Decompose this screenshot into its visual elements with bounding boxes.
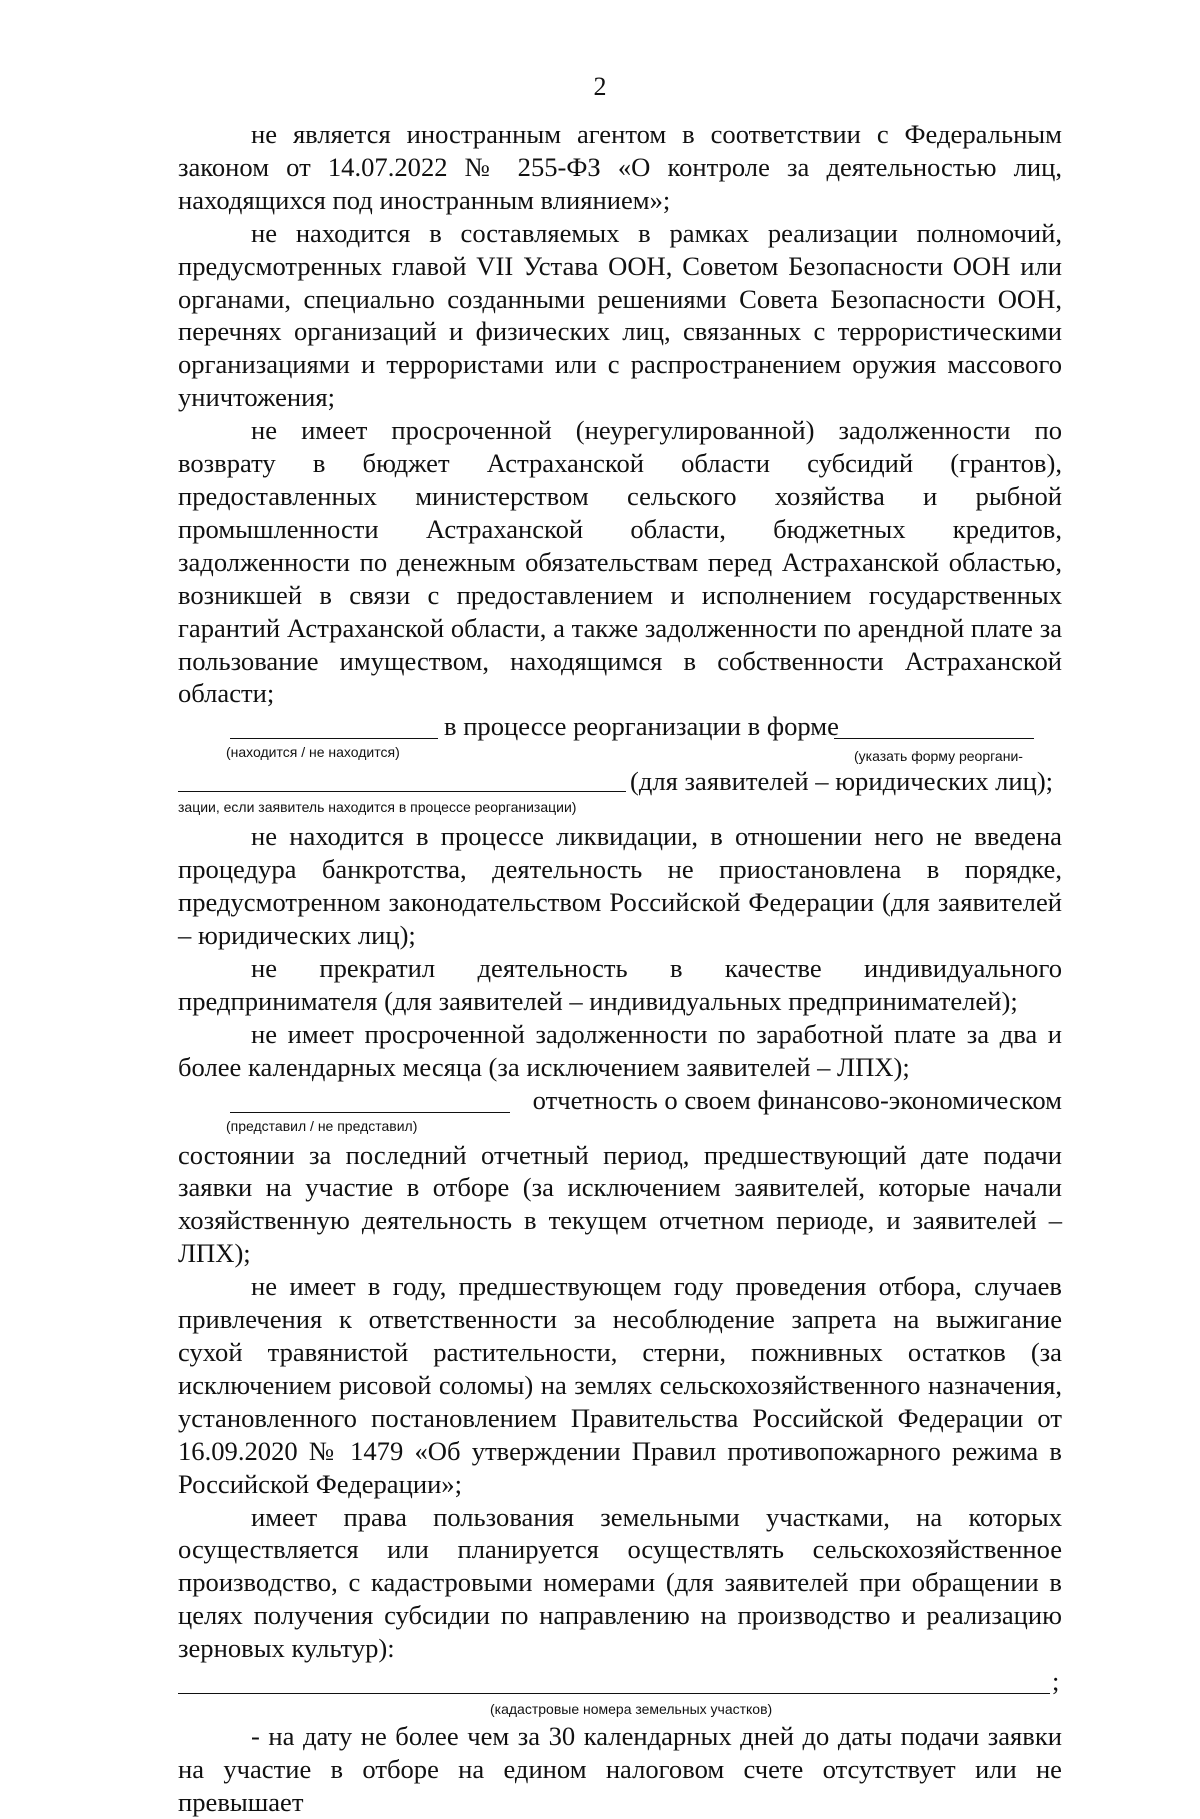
reorg-form-blank[interactable] — [834, 712, 1034, 739]
reorganization-form-row — [178, 765, 1062, 798]
report-row — [178, 1084, 1062, 1117]
report-status-blank[interactable] — [230, 1086, 510, 1113]
reorg-tail-text: (для заявителей – юридических лиц); — [630, 766, 1054, 797]
paragraph-foreign-agent: не является иностранным агентом в соответствии с Федеральным законом от 14.07.2022 № 255-ФЗ «О контроле за деятельностью лиц, находящихся под иностранным влиянием»; — [178, 119, 1062, 215]
paragraph-land-rights: имеет права пользования земельными участками, на которых осуществляется или планируется осуществлять сельскохозяйственное производство, с кадастровыми номерами (для заявителей при обращении в целях получения субсидии по направлению на производство и реализацию зерновых культур): — [178, 1501, 1062, 1664]
paragraph-report-continuation: состоянии за последний отчетный период, предшествующий дате подачи заявки на участие в отборе (за исключением заявителей, которые начали хозяйственную деятельность в текущем отчетном периоде, и заявителей – ЛПХ); — [178, 1139, 1062, 1269]
cadastral-caption: (кадастровые номера земельных участков) — [490, 1701, 773, 1718]
reorg-status-blank[interactable] — [230, 712, 438, 739]
report-status-caption: (представил / не представил) — [226, 1117, 418, 1134]
paragraph-burning-ban: не имеет в году, предшествующем году проведения отбора, случаев привлечения к ответственности за несоблюдение запрета на выжигание сухой травянистой растительности, стерни, пожнивных остатков (за исключением рисовой соломы) на землях сельскохозяйственного назначения, установленного постановлением Правительства Российской Федерации от 16.09.2020 № 1479 «Об утверждении Правил противопожарного режима в Российской Федерации»; — [178, 1271, 1062, 1499]
reorg-status-caption: (находится / не находится) — [226, 744, 400, 761]
reorganization-row — [178, 710, 1062, 743]
report-text: отчетность о своем финансово-экономическом — [532, 1084, 1062, 1115]
reorg-form-caption: (указать форму реоргани- — [854, 748, 1023, 765]
page-number: 2 — [593, 72, 607, 101]
paragraph-wage-debt: не имеет просроченной задолженности по заработной плате за два и более календарных месяца (за исключением заявителей – ЛПХ); — [178, 1018, 1062, 1082]
reorg-form-caption-2: зации, если заявитель находится в процессе реорганизации) — [178, 799, 577, 816]
paragraph-tax-account: - на дату не более чем за 30 календарных дней до даты подачи заявки на участие в отборе на едином налоговом счете отсутствует или не превышает — [178, 1721, 1062, 1817]
cadastral-end: ; — [1052, 1666, 1060, 1697]
paragraph-un-sanctions: не находится в составляемых в рамках реализации полномочий, предусмотренных главой VII Устава ООН, Советом Безопасности ООН или органами, специально созданными решениями Совета Безопасности ООН, перечнях организаций и физических лиц, связанных с террористическими организациями и террористами или с распространением оружия массового уничтожения; — [178, 217, 1062, 413]
reorg-caption-row-2 — [178, 798, 1062, 820]
paragraph-liquidation: не находится в процессе ликвидации, в отношении него не введена процедура банкротства, деятельность не приостановлена в порядке, предусмотренном законодательством Российской Федерации (для заявителей – юридических лиц); — [178, 821, 1062, 951]
cadastral-numbers-blank[interactable] — [178, 1667, 1050, 1694]
reorg-caption-row — [178, 743, 1062, 765]
report-caption-row — [178, 1117, 1062, 1139]
paragraph-entrepreneur: не прекратил деятельность в качестве индивидуального предпринимателя (для заявителей – индивидуальных предпринимателей); — [178, 952, 1062, 1016]
cadastral-caption-row — [178, 1698, 1062, 1720]
reorg-text: в процессе реорганизации в форме — [444, 711, 839, 742]
paragraph-budget-debt: не имеет просроченной (неурегулированной) задолженности по возврату в бюджет Астраханской области субсидий (грантов), предоставленных министерством сельского хозяйства и рыбной промышленности Астраханской области, бюджетных кредитов, задолженности по денежным обязательствам перед Астраханской областью, возникшей в связи с предоставлением и исполнением государственных гарантий Астраханской области, а также задолженности по арендной плате за пользование имуществом, находящимся в собственности Астраханской области; — [178, 415, 1062, 709]
cadastral-row — [178, 1665, 1062, 1698]
document-body — [178, 118, 1062, 1819]
reorg-form-blank-2[interactable] — [178, 765, 626, 792]
